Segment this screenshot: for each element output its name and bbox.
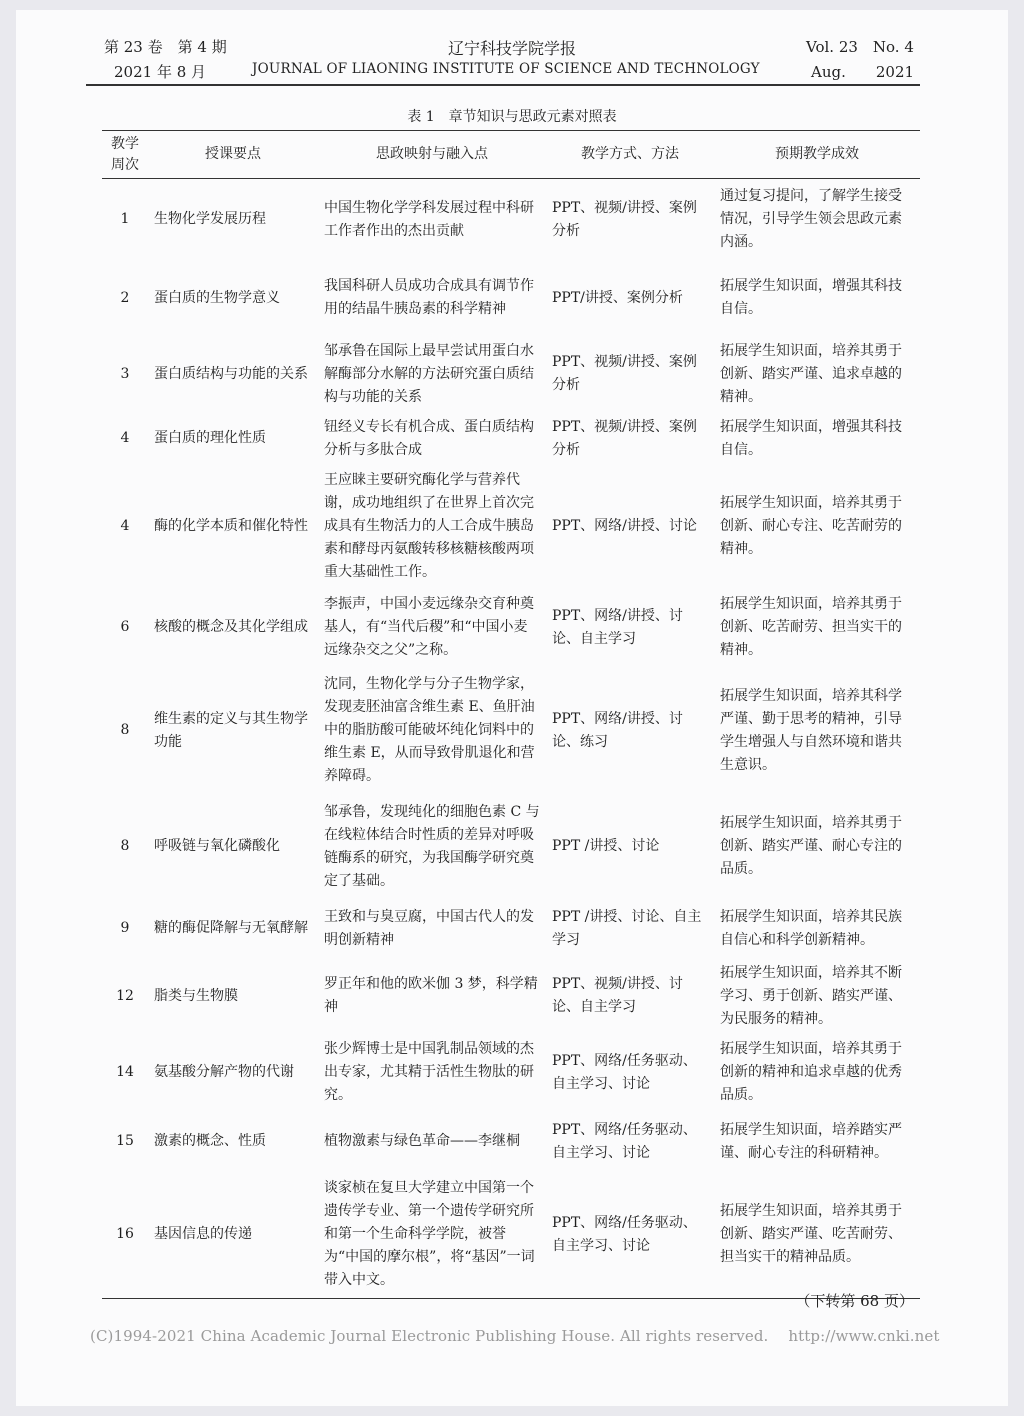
header-vol-no: Vol. 23 No. 4 <box>806 38 914 56</box>
cell-outcome: 拓展学生知识面，增强其科技自信。 <box>720 418 902 458</box>
cell-outcome: 拓展学生知识面，培养其勇于创新、吃苦耐劳、担当实干的精神。 <box>720 596 902 658</box>
cell-mapping: 张少辉博士是中国乳制品领域的杰出专家，尤其精于活性生物肽的研究。 <box>324 1041 534 1103</box>
table-row <box>102 899 920 959</box>
cell-outcome: 拓展学生知识面，增强其科技自信。 <box>720 278 902 317</box>
table-caption: 表 1 章节知识与思政元素对照表 <box>407 109 617 125</box>
cell-method: PPT /讲授、讨论 <box>552 838 660 854</box>
cell-week: 4 <box>120 518 130 534</box>
table-row <box>102 261 920 336</box>
cell-week: 8 <box>120 722 130 738</box>
header-rule <box>86 84 920 86</box>
table-header-row <box>102 131 920 179</box>
cell-mapping: 谈家桢在复旦大学建立中国第一个遗传学专业、第一个遗传学研究所和第一个生命科学学院，被誉为“中国的摩尔根”，将“基因”一词带入中文。 <box>324 1180 535 1289</box>
table-row <box>102 959 920 1034</box>
header-date-cn: 2021 年 8 月 <box>114 63 207 81</box>
cell-method: PPT、视频/讲授、案例分析 <box>552 418 697 458</box>
cell-topic: 蛋白质的生物学意义 <box>154 289 280 306</box>
cell-topic: 氨基酸分解产物的代谢 <box>154 1064 294 1080</box>
table-row <box>102 1034 920 1112</box>
cell-mapping: 李振声，中国小麦远缘杂交育种奠基人，有“当代后稷”和“中国小麦远缘杂交之父”之称。 <box>324 596 534 658</box>
cell-topic: 蛋白质的理化性质 <box>154 430 266 446</box>
cell-week: 15 <box>116 1133 134 1149</box>
cell-mapping: 植物激素与绿色革命——李继桐 <box>324 1133 520 1149</box>
cell-mapping: 钮经义专长有机合成、蛋白质结构分析与多肽合成 <box>324 418 534 458</box>
continued-note: （下转第 68 页） <box>795 1292 914 1310</box>
cell-topic: 核酸的概念及其化学组成 <box>154 619 308 635</box>
cell-method: PPT、网络/任务驱动、自主学习、讨论 <box>552 1121 697 1161</box>
table-row <box>102 465 920 589</box>
cell-method: PPT、视频/讲授、讨论、自主学习 <box>552 976 683 1015</box>
cell-topic: 呼吸链与氧化磷酸化 <box>154 838 280 854</box>
cell-method: PPT/讲授、案例分析 <box>552 289 683 306</box>
cell-method: PPT、视频/讲授、案例分析 <box>552 199 697 239</box>
cell-week: 3 <box>120 365 130 382</box>
header-journal-cn: 辽宁科技学院学报 <box>447 39 576 58</box>
cell-topic: 维生素的定义与其生物学功能 <box>154 710 308 750</box>
cell-week: 12 <box>116 987 134 1004</box>
cell-mapping: 王致和与臭豆腐，中国古代人的发明创新精神 <box>324 908 534 948</box>
table-row <box>102 413 920 465</box>
cell-mapping: 邹承鲁，发现纯化的细胞色素 C 与在线粒体结合时性质的差异对呼吸链酶系的研究，为我国酶学研究奠定了基础。 <box>324 803 540 889</box>
cell-method: PPT、网络/讲授、讨论、自主学习 <box>552 607 683 647</box>
cell-outcome: 通过复习提问，了解学生接受情况，引导学生领会思政元素内涵。 <box>720 188 902 251</box>
table-row <box>102 179 920 261</box>
table-row <box>102 1112 920 1172</box>
cell-outcome: 拓展学生知识面，培养其民族自信心和科学创新精神。 <box>720 908 902 948</box>
cell-outcome: 拓展学生知识面，培养其勇于创新、踏实严谨、吃苦耐劳、担当实干的精神品质。 <box>720 1203 902 1266</box>
cell-topic: 激素的概念、性质 <box>154 1133 266 1149</box>
table-container <box>102 130 920 1299</box>
cell-week: 8 <box>120 838 130 854</box>
header-aug-year: Aug. 2021 <box>811 63 915 81</box>
cell-mapping: 中国生物化学学科发展过程中科研工作者作出的杰出贡献 <box>324 199 534 239</box>
table-row <box>102 667 920 795</box>
col-header-week: 教学周次 <box>111 135 139 173</box>
cell-week: 6 <box>120 619 130 635</box>
cell-method: PPT、网络/任务驱动、自主学习、讨论 <box>552 1052 697 1092</box>
cell-method: PPT /讲授、讨论、自主学习 <box>552 908 702 948</box>
table-row <box>102 795 920 899</box>
col-header-topic: 授课要点 <box>205 146 261 162</box>
cell-mapping: 罗正年和他的欧米伽 3 梦，科学精神 <box>324 976 538 1015</box>
cell-method: PPT、网络/讲授、讨论 <box>552 518 697 534</box>
cell-outcome: 拓展学生知识面，培养其勇于创新、踏实严谨、追求卓越的精神。 <box>720 342 902 405</box>
cell-week: 4 <box>120 430 130 446</box>
cell-outcome: 拓展学生知识面，培养其勇于创新的精神和追求卓越的优秀品质。 <box>720 1041 902 1103</box>
chapter-ideology-table <box>102 130 920 1299</box>
cell-outcome: 拓展学生知识面，培养其科学严谨、勤于思考的精神，引导学生增强人与自然环境和谐共生意识。 <box>720 687 902 773</box>
table-row <box>102 1172 920 1299</box>
cell-outcome: 拓展学生知识面，培养其勇于创新、耐心专注、吃苦耐劳的精神。 <box>720 495 902 557</box>
cell-method: PPT、网络/讲授、讨论、练习 <box>552 710 683 750</box>
col-header-method: 教学方式、方法 <box>581 146 679 162</box>
cell-method: PPT、视频/讲授、案例分析 <box>552 354 697 393</box>
table-row <box>102 336 920 413</box>
col-header-outcome: 预期教学成效 <box>775 146 859 162</box>
cell-week: 2 <box>120 289 130 306</box>
cell-mapping: 沈同，生物化学与分子生物学家，发现麦胚油富含维生素 E、鱼肝油中的脂肪酸可能破坏纯化饲料中的维生素 E，从而导致骨肌退化和营养障碍。 <box>324 676 535 784</box>
cell-topic: 脂类与生物膜 <box>154 987 238 1004</box>
cell-mapping: 邹承鲁在国际上最早尝试用蛋白水解酶部分水解的方法研究蛋白质结构与功能的关系 <box>324 342 534 405</box>
cell-week: 9 <box>120 920 130 936</box>
cell-method: PPT、网络/任务驱动、自主学习、讨论 <box>552 1214 697 1254</box>
header-volume-issue: 第 23 卷 第 4 期 <box>104 38 227 56</box>
cell-outcome: 拓展学生知识面，培养其勇于创新、踏实严谨、耐心专注的品质。 <box>720 815 902 877</box>
cell-outcome: 拓展学生知识面，培养其不断学习、勇于创新、踏实严谨、为民服务的精神。 <box>720 964 902 1027</box>
header-journal-en: JOURNAL OF LIAONING INSTITUTE OF SCIENCE AND TECHNOLOGY <box>252 61 760 77</box>
cell-topic: 基因信息的传递 <box>154 1226 252 1243</box>
cell-week: 1 <box>120 211 130 228</box>
table-row <box>102 589 920 667</box>
cell-week: 14 <box>116 1064 134 1080</box>
cell-week: 16 <box>116 1226 134 1243</box>
cell-mapping: 我国科研人员成功合成具有调节作用的结晶牛胰岛素的科学精神 <box>324 278 534 317</box>
cell-mapping: 王应睐主要研究酶化学与营养代谢，成功地组织了在世界上首次完成具有生物活力的人工合成牛胰岛素和酵母丙氨酸转移核糖核酸两项重大基础性工作。 <box>324 472 534 580</box>
cell-topic: 蛋白质结构与功能的关系 <box>154 365 308 382</box>
cell-topic: 糖的酶促降解与无氧酵解 <box>154 920 308 936</box>
col-header-mapping: 思政映射与融入点 <box>376 146 488 162</box>
copyright-notice: (C)1994-2021 China Academic Journal Electronic Publishing House. All rights reserved. http://www.cnki.net <box>90 1327 940 1345</box>
cell-topic: 生物化学发展历程 <box>154 211 266 228</box>
cell-outcome: 拓展学生知识面，培养踏实严谨、耐心专注的科研精神。 <box>720 1121 902 1161</box>
cell-topic: 酶的化学本质和催化特性 <box>154 518 308 534</box>
